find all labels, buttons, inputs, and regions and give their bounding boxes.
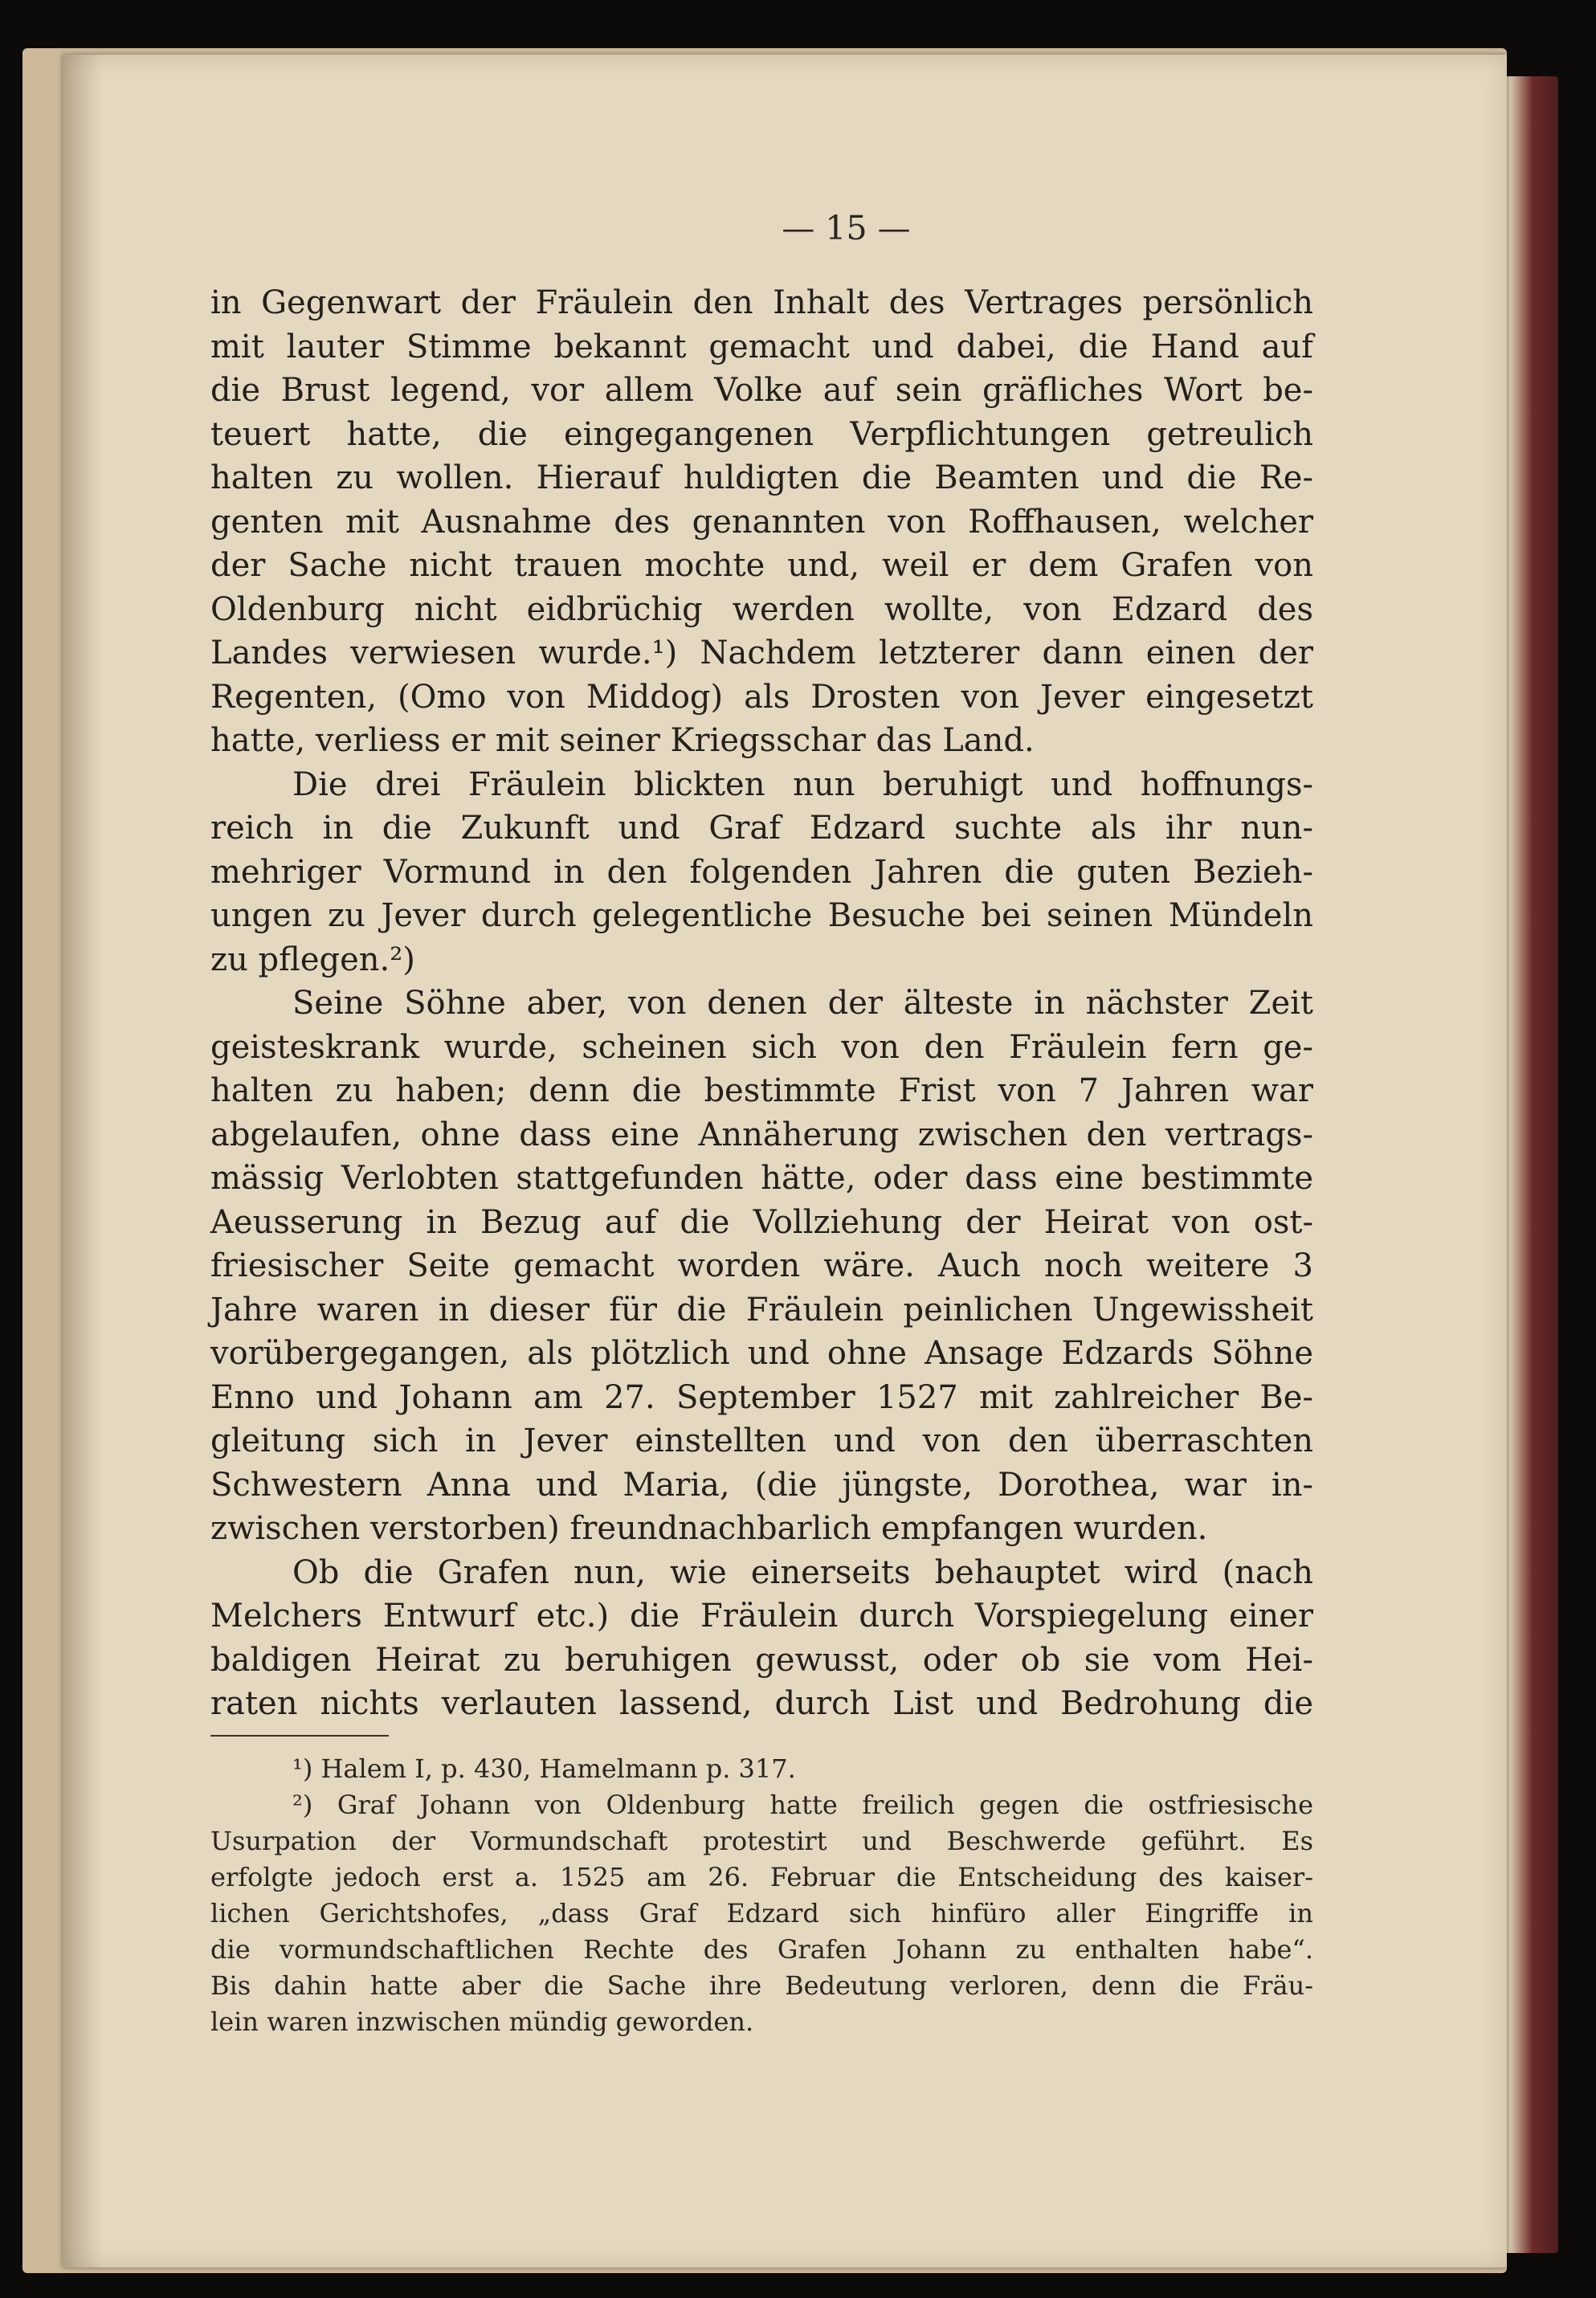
text-line: ungen zu Jever durch gelegentliche Besuche bei seinen Mündeln (210, 897, 1313, 934)
text-line: Die drei Fräulein blickten nun beruhigt und hoffnungs- (292, 765, 1313, 803)
text-line: Melchers Entwurf etc.) die Fräulein durch Vorspiegelung einer (210, 1598, 1313, 1635)
footnote-line: erfolgte jedoch erst a. 1525 am 26. Februar die Entscheidung des kaiser- (210, 1862, 1313, 1892)
footnote-line: Usurpation der Vormundschaft protestirt und Beschwerde geführt. Es (210, 1826, 1313, 1856)
text-line: friesischer Seite gemacht worden wäre. Auch noch weitere 3 (210, 1247, 1313, 1284)
text-line: abgelaufen, ohne dass eine Annäherung zwischen den vertrags- (210, 1116, 1313, 1153)
text-line: genten mit Ausnahme des genannten von Roffhausen, welcher (210, 503, 1313, 541)
text-line: Jahre waren in dieser für die Fräulein peinlichen Ungewissheit (210, 1291, 1313, 1329)
body-text (210, 281, 1313, 1726)
text-line: Aeusserung in Bezug auf die Vollziehung der Heirat von ost- (210, 1203, 1313, 1241)
text-line: Landes verwiesen wurde.¹) Nachdem letzterer dann einen der (210, 635, 1313, 671)
text-line: baldigen Heirat zu beruhigen gewusst, oder ob sie vom Hei- (210, 1641, 1313, 1679)
text-line: halten zu haben; denn die bestimmte Frist von 7 Jahren war (210, 1072, 1313, 1109)
text-line: gleitung sich in Jever einstellten und von den überraschten (210, 1422, 1313, 1459)
text-line: Oldenburg nicht eidbrüchig werden wollte, von Edzard des (210, 590, 1313, 628)
text-line: Enno und Johann am 27. September 1527 mit zahlreicher Be- (210, 1378, 1313, 1416)
text-line: geisteskrank wurde, scheinen sich von den Fräulein fern ge- (210, 1028, 1313, 1066)
text-line: reich in die Zukunft und Graf Edzard suchte als ihr nun- (210, 810, 1313, 847)
footnote-line: ¹) Halem I, p. 430, Hamelmann p. 317. (292, 1753, 796, 1784)
text-line: Seine Söhne aber, von denen der älteste in nächster Zeit (292, 985, 1313, 1022)
text-line: Ob die Grafen nun, wie einerseits behauptet wird (nach (292, 1553, 1313, 1591)
text-line: mehriger Vormund in den folgenden Jahren die guten Bezieh- (210, 853, 1313, 891)
footnotes (210, 1751, 1313, 2040)
text-line: raten nichts verlauten lassend, durch List und Bedrohung die (210, 1685, 1313, 1722)
text-line: zu pflegen.²) (210, 941, 415, 978)
gutter-shadow (63, 55, 103, 2267)
footnote-rule (210, 1735, 389, 1737)
footnote-line: lein waren inzwischen mündig geworden. (210, 2006, 754, 2037)
text-line: Regenten, (Omo von Middog) als Drosten von Jever eingesetzt (210, 678, 1313, 716)
text-line: mit lauter Stimme bekannt gemacht und dabei, die Hand auf (210, 328, 1313, 365)
text-line: die Brust legend, vor allem Volke auf sein gräfliches Wort be- (210, 372, 1313, 409)
footnote-line: lichen Gerichtshofes, „dass Graf Edzard sich hinfüro aller Eingriffe in (210, 1898, 1313, 1929)
text-line: mässig Verlobten stattgefunden hätte, oder dass eine bestimmte (210, 1160, 1313, 1197)
text-line: hatte, verliess er mit seiner Kriegsschar das Land. (210, 722, 1035, 759)
footnote-line: die vormundschaftlichen Rechte des Grafen Johann zu enthalten habe“. (210, 1934, 1313, 1965)
text-line: zwischen verstorben) freundnachbarlich empfangen wurden. (210, 1510, 1208, 1547)
page-number: — 15 — (782, 209, 911, 247)
text-line: der Sache nicht trauen mochte und, weil er dem Grafen von (210, 547, 1313, 584)
text-line: in Gegenwart der Fräulein den Inhalt des Vertrages persönlich (210, 284, 1313, 321)
footnote-line: ²) Graf Johann von Oldenburg hatte freilich gegen die ostfriesische (292, 1790, 1313, 1820)
text-line: halten zu wollen. Hierauf huldigten die Beamten und die Re- (210, 459, 1313, 496)
text-line: Schwestern Anna und Maria, (die jüngste, Dorothea, war in- (210, 1466, 1313, 1504)
text-line: teuert hatte, die eingegangenen Verpflichtungen getreulich (210, 415, 1313, 453)
footnote-line: Bis dahin hatte aber die Sache ihre Bedeutung verloren, denn die Fräu- (210, 1970, 1313, 2001)
text-line: vorübergegangen, als plötzlich und ohne Ansage Edzards Söhne (210, 1335, 1313, 1372)
